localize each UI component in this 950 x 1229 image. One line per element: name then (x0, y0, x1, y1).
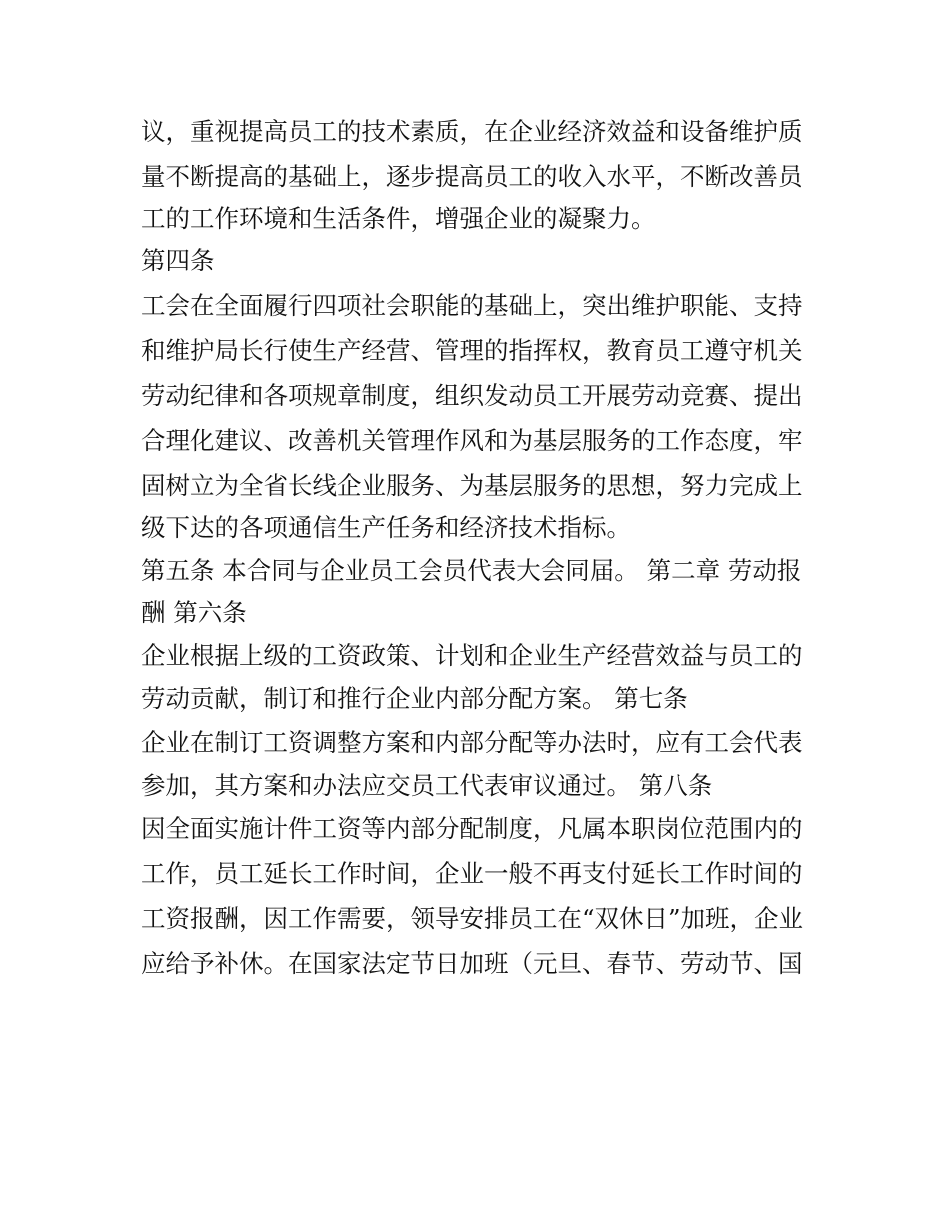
document-body (141, 109, 821, 986)
text-line-18: 工作，员工延长工作时间，企业一般不再支付延长工作时间的 (141, 859, 803, 888)
text-line-10: 级下达的各项通信生产任务和经济技术指标。 (141, 513, 631, 542)
section-heading-4: 第四条 (141, 246, 215, 275)
text-line-9: 固树立为全省长线企业服务、为基层服务的思想，努力完成上 (141, 471, 803, 500)
text-line-5: 工会在全面履行四项社会职能的基础上，突出维护职能、支持 (141, 291, 803, 320)
text-line-13: 企业根据上级的工资政策、计划和企业生产经营效益与员工的 (141, 641, 803, 670)
text-line-7: 劳动纪律和各项规章制度，组织发动员工开展劳动竞赛、提出 (141, 381, 803, 410)
text-line-12: 酬 第六条 (141, 598, 247, 627)
text-line-17: 因全面实施计件工资等内部分配制度，凡属本职岗位范围内的 (141, 814, 803, 843)
text-line-3: 工的工作环境和生活条件，增强企业的凝聚力。 (141, 204, 656, 233)
text-line-16: 参加，其方案和办法应交员工代表审议通过。 第八条 (141, 771, 713, 800)
text-line-8: 合理化建议、改善机关管理作风和为基层服务的工作态度，牢 (141, 426, 803, 455)
text-line-20: 应给予补休。在国家法定节日加班（元旦、春节、劳动节、国 (141, 949, 803, 978)
text-line-6: 和维护局长行使生产经营、管理的指挥权，教育员工遵守机关 (141, 336, 803, 365)
text-line-1: 议，重视提高员工的技术素质，在企业经济效益和设备维护质 (141, 117, 803, 146)
text-line-11: 第五条 本合同与企业员工会员代表大会同届。 第二章 劳动报 (141, 556, 802, 585)
text-line-19: 工资报酬，因工作需要，领导安排员工在“双休日”加班，企业 (141, 904, 804, 933)
text-line-15: 企业在制订工资调整方案和内部分配等办法时，应有工会代表 (141, 728, 803, 757)
text-line-14: 劳动贡献，制订和推行企业内部分配方案。 第七条 (141, 684, 688, 713)
text-line-2: 量不断提高的基础上，逐步提高员工的收入水平，不断改善员 (141, 162, 803, 191)
